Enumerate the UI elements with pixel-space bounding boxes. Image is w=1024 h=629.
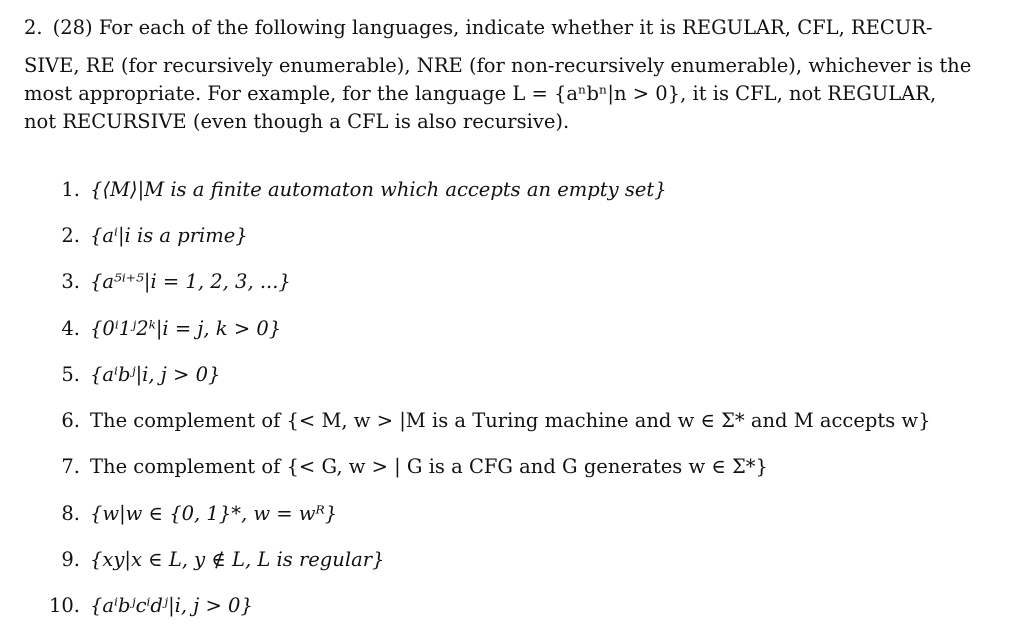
item-text: {w|w ∈ {0, 1}*, w = wᴿ}: [90, 501, 338, 525]
item-text: {aⁱbʲ|i, j > 0}: [90, 362, 221, 386]
item-number: 4.: [61, 316, 80, 340]
question-line-4: not RECURSIVE (even though a CFL is also recursive).: [24, 110, 570, 133]
question-line-1: [24, 14, 1000, 42]
item-text: {xy|x ∈ L, y ∉ L, L is regular}: [90, 548, 385, 572]
item-number: 6.: [61, 409, 80, 433]
language-item: [38, 259, 998, 305]
item-number: 8.: [61, 501, 80, 525]
item-number: 5.: [61, 362, 80, 386]
item-text: {0ⁱ1ʲ2ᵏ|i = j, k > 0}: [90, 316, 282, 340]
language-item: [38, 583, 998, 629]
question-line-3: most appropriate. For example, for the language L = {aⁿbⁿ|n > 0}, it is CFL, not REGULAR,: [24, 82, 937, 105]
language-item: [38, 166, 998, 212]
language-item: [38, 490, 998, 536]
item-number: 9.: [61, 548, 80, 572]
language-item: [38, 536, 998, 582]
item-number: 10.: [48, 594, 80, 618]
language-item: [38, 212, 998, 258]
item-number: 1.: [61, 177, 80, 201]
question-line-1-text: For each of the following languages, indicate whether it is REGULAR, CFL, RECUR-: [98, 16, 933, 39]
language-list: [38, 166, 998, 629]
item-text: The complement of {< M, w > |M is a Turing machine and w ∈ Σ* and M accepts w}: [90, 409, 931, 433]
item-text: {aⁱbʲcⁱdʲ|i, j > 0}: [90, 594, 253, 618]
question-intro: [24, 14, 1000, 136]
language-item: [38, 305, 998, 351]
item-text: The complement of {< G, w > | G is a CFG and G generates w ∈ Σ*}: [90, 455, 768, 479]
language-item: [38, 351, 998, 397]
item-text: {⟨M⟩|M is a finite automaton which accepts an empty set}: [90, 177, 667, 201]
question-number: 2.: [24, 16, 43, 39]
item-number: 3.: [61, 270, 80, 294]
question-points: (28): [52, 16, 93, 39]
item-number: 7.: [61, 455, 80, 479]
item-text: {aⁱ|i is a prime}: [90, 223, 248, 247]
item-number: 2.: [61, 223, 80, 247]
language-item: [38, 444, 998, 490]
item-text: {a⁵ⁱ⁺⁵|i = 1, 2, 3, ...}: [90, 270, 291, 294]
language-item: [38, 397, 998, 443]
question-line-2: SIVE, RE (for recursively enumerable), NRE (for non-recursively enumerable), whichever is the: [24, 54, 972, 77]
